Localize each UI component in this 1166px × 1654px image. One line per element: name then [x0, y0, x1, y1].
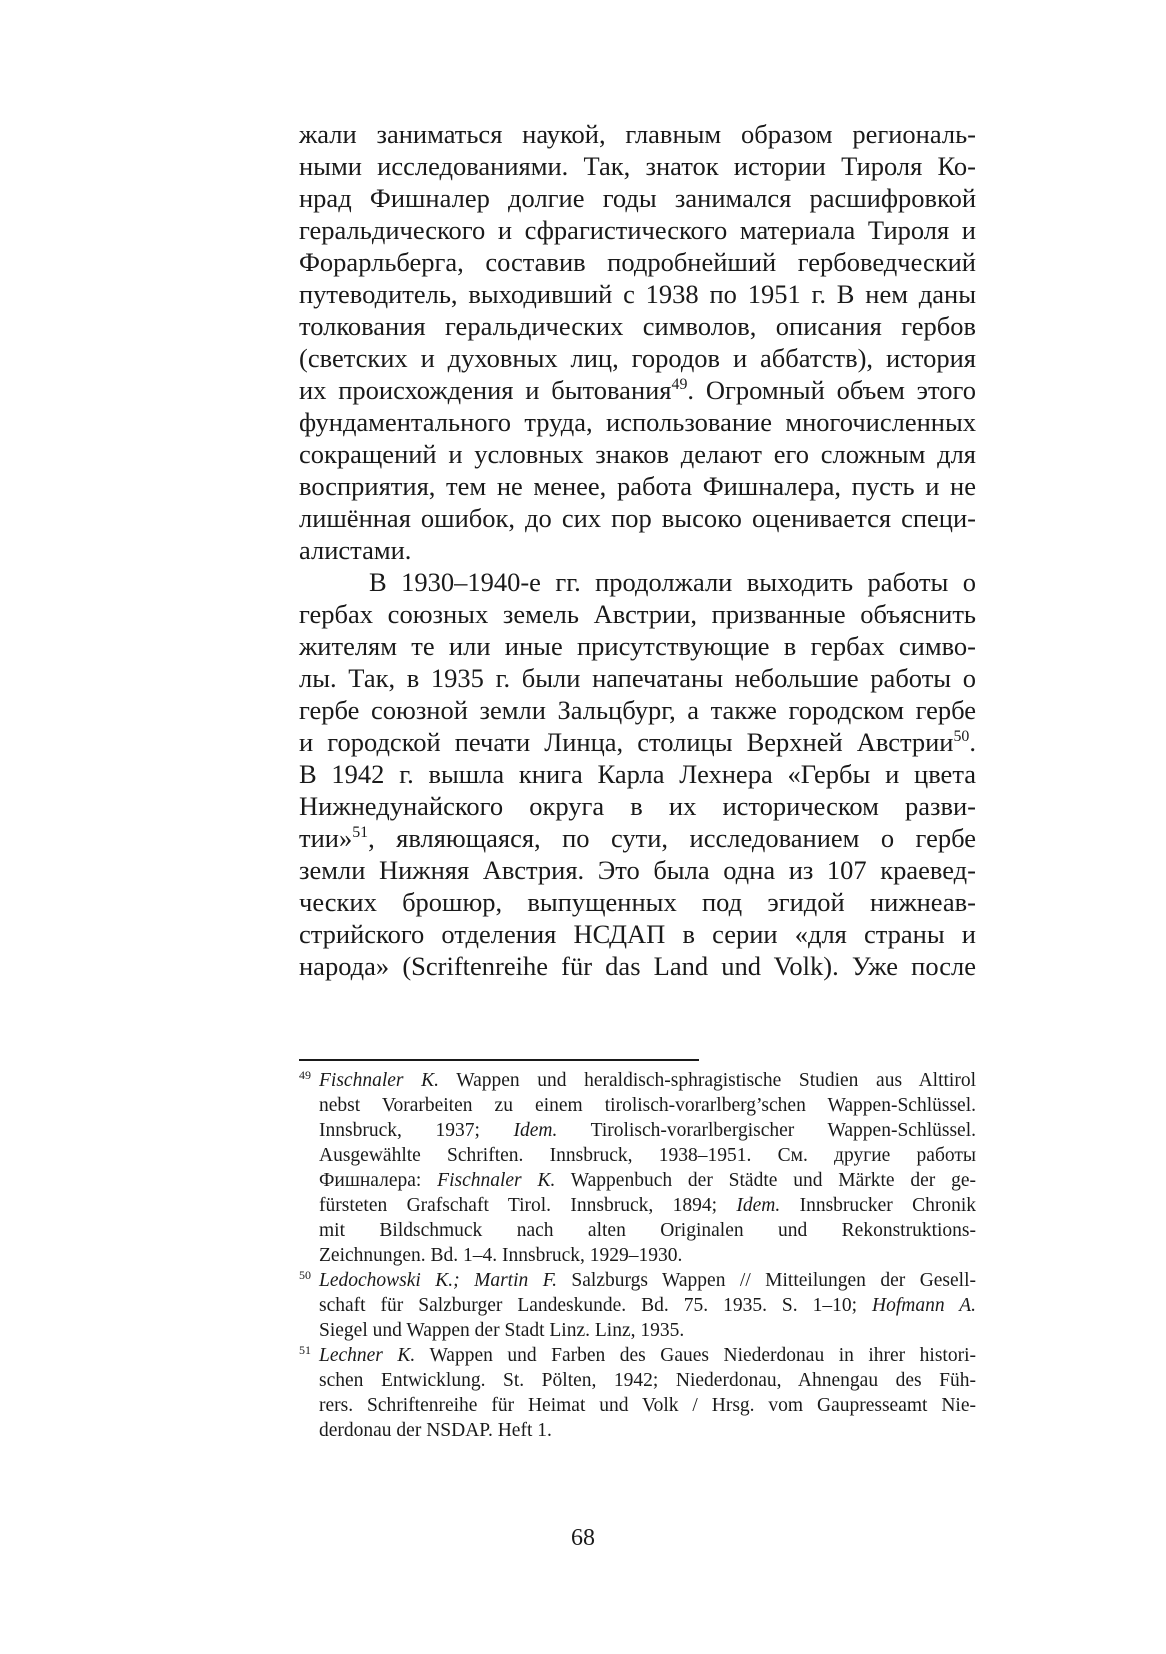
footnote-51	[299, 1343, 976, 1368]
text-line: стрийского отделения НСДАП в серии «для страны и	[299, 919, 976, 949]
footnote-ref-50[interactable]: 50	[953, 728, 970, 746]
author-name: Fischnaler K.	[437, 1170, 556, 1191]
footnote-line: Ausgewählte Schriften. Innsbruck, 1938–1951. См. другие работы	[319, 1145, 976, 1166]
footnote-text: fürsteten Grafschaft Tirol. Innsbruck, 1894;	[319, 1195, 737, 1216]
footnote-text: Wappen und Farben des Gaues Niederdonau in ihrer histori-	[415, 1345, 977, 1366]
text-line	[299, 822, 976, 854]
text-line: В 1942 г. вышла книга Карла Лехнера «Гербы и цвета	[299, 759, 976, 789]
text-line: нрад Фишналер долгие годы занимался расшифровкой	[299, 183, 976, 213]
text-segment: .	[969, 727, 976, 757]
footnote-text: Salzburgs Wappen // Mitteilungen der Gesell-	[556, 1270, 977, 1291]
footnote-line: schen Entwicklung. St. Pölten, 1942; Niederdonau, Ahnengau des Füh-	[319, 1370, 976, 1391]
text-line: жителям те или иные присутствующие в гербах симво-	[299, 631, 976, 661]
footnote-line	[299, 1293, 976, 1318]
text-segment: их происхождения и бытования	[299, 375, 672, 405]
footnote-line	[299, 1118, 976, 1143]
text-line: (светских и духовных лиц, городов и аббатств), история	[299, 343, 976, 373]
text-line: В 1930–1940-е гг. продолжали выходить работы о	[369, 567, 976, 597]
footnote-line: rers. Schriftenreihe für Heimat und Volk / Hrsg. vom Gaupresseamt Nie-	[319, 1395, 976, 1416]
page-number: 68	[571, 1525, 595, 1551]
footnote-line: Zeichnungen. Bd. 1–4. Innsbruck, 1929–1930.	[319, 1245, 683, 1266]
footnote-number: 51	[299, 1342, 311, 1357]
text-line: геральдического и сфрагистического материала Тироля и	[299, 215, 976, 245]
text-line: ными исследованиями. Так, знаток истории Тироля Ко-	[299, 151, 976, 181]
text-line	[299, 374, 976, 406]
text-line	[299, 726, 976, 758]
footnote-number: 50	[299, 1267, 311, 1282]
text-line: Форарльберга, составив подробнейший гербоведческий	[299, 247, 976, 277]
footnote-line	[299, 1168, 976, 1193]
footnote-ref-51[interactable]: 51	[352, 824, 369, 842]
idem: Idem.	[736, 1195, 781, 1216]
author-name: Ledochowski K.; Martin F.	[319, 1270, 557, 1291]
footnote-text: Фишналера:	[319, 1170, 438, 1191]
footnote-text: Wappenbuch der Städte und Märkte der ge-	[555, 1170, 977, 1191]
text-line: алистами.	[299, 535, 412, 565]
footnote-line	[299, 1193, 976, 1218]
text-line: путеводитель, выходивший с 1938 по 1951 г. В нем даны	[299, 279, 976, 309]
footnote-50	[299, 1268, 976, 1293]
text-line: гербе союзной земли Зальцбург, а также городском гербе	[299, 695, 976, 725]
footnote-text: Innsbrucker Chronik	[780, 1195, 976, 1216]
footnote-divider	[299, 1059, 699, 1061]
main-text	[299, 118, 976, 982]
text-segment: и городской печати Линца, столицы Верхней Австрии	[299, 727, 954, 757]
text-line: жали заниматься наукой, главным образом региональ-	[299, 119, 976, 149]
text-line: гербах союзных земель Австрии, призванные объяснить	[299, 599, 976, 629]
author-name: Hofmann A.	[872, 1295, 976, 1316]
footnote-text: Innsbruck, 1937;	[319, 1120, 480, 1141]
text-line: сокращений и условных знаков делают его сложным для	[299, 439, 976, 469]
footnote-49	[299, 1068, 976, 1093]
text-line: лы. Так, в 1935 г. были напечатаны небольшие работы о	[299, 663, 976, 693]
idem: Idem.	[513, 1120, 558, 1141]
text-line: ческих брошюр, выпущенных под эгидой нижнеав-	[299, 887, 976, 917]
text-segment: тии»	[299, 823, 353, 853]
text-line: лишённая ошибок, до сих пор высоко оценивается специ-	[299, 503, 976, 533]
text-line: земли Нижняя Австрия. Это была одна из 107 краевед-	[299, 855, 976, 885]
text-line: народа» (Scriftenreihe für das Land und Volk). Уже после	[299, 951, 976, 981]
footnotes	[299, 1068, 976, 1443]
footnote-line: derdonau der NSDAP. Heft 1.	[319, 1420, 552, 1441]
text-line: фундаментального труда, использование многочисленных	[299, 407, 976, 437]
text-line: толкования геральдических символов, описания гербов	[299, 311, 976, 341]
footnote-text: Wappen und heraldisch-sphragistische Studien aus Alttirol	[438, 1070, 976, 1091]
author-name: Lechner K.	[319, 1345, 416, 1366]
footnote-line: nebst Vorarbeiten zu einem tirolisch-vorarlberg’schen Wappen-Schlüssel.	[319, 1095, 976, 1116]
text-segment: . Огромный объем этого	[687, 375, 976, 405]
footnote-number: 49	[299, 1067, 311, 1082]
author-name: Fischnaler K.	[319, 1070, 439, 1091]
footnote-line: mit Bildschmuck nach alten Originalen und Rekonstruktions-	[319, 1220, 976, 1241]
footnote-text: schaft für Salzburger Landeskunde. Bd. 75. 1935. S. 1–10;	[319, 1295, 872, 1316]
text-segment: , являющаяся, по сути, исследованием о гербе	[368, 823, 976, 853]
footnote-text: Tirolisch-vorarlbergischer Wappen-Schlüssel.	[557, 1120, 976, 1141]
text-line: восприятия, тем не менее, работа Фишналера, пусть и не	[299, 471, 976, 501]
footnote-ref-49[interactable]: 49	[671, 376, 688, 394]
text-line: Нижнедунайского округа в их историческом разви-	[299, 791, 976, 821]
footnote-line: Siegel und Wappen der Stadt Linz. Linz, 1935.	[319, 1320, 685, 1341]
